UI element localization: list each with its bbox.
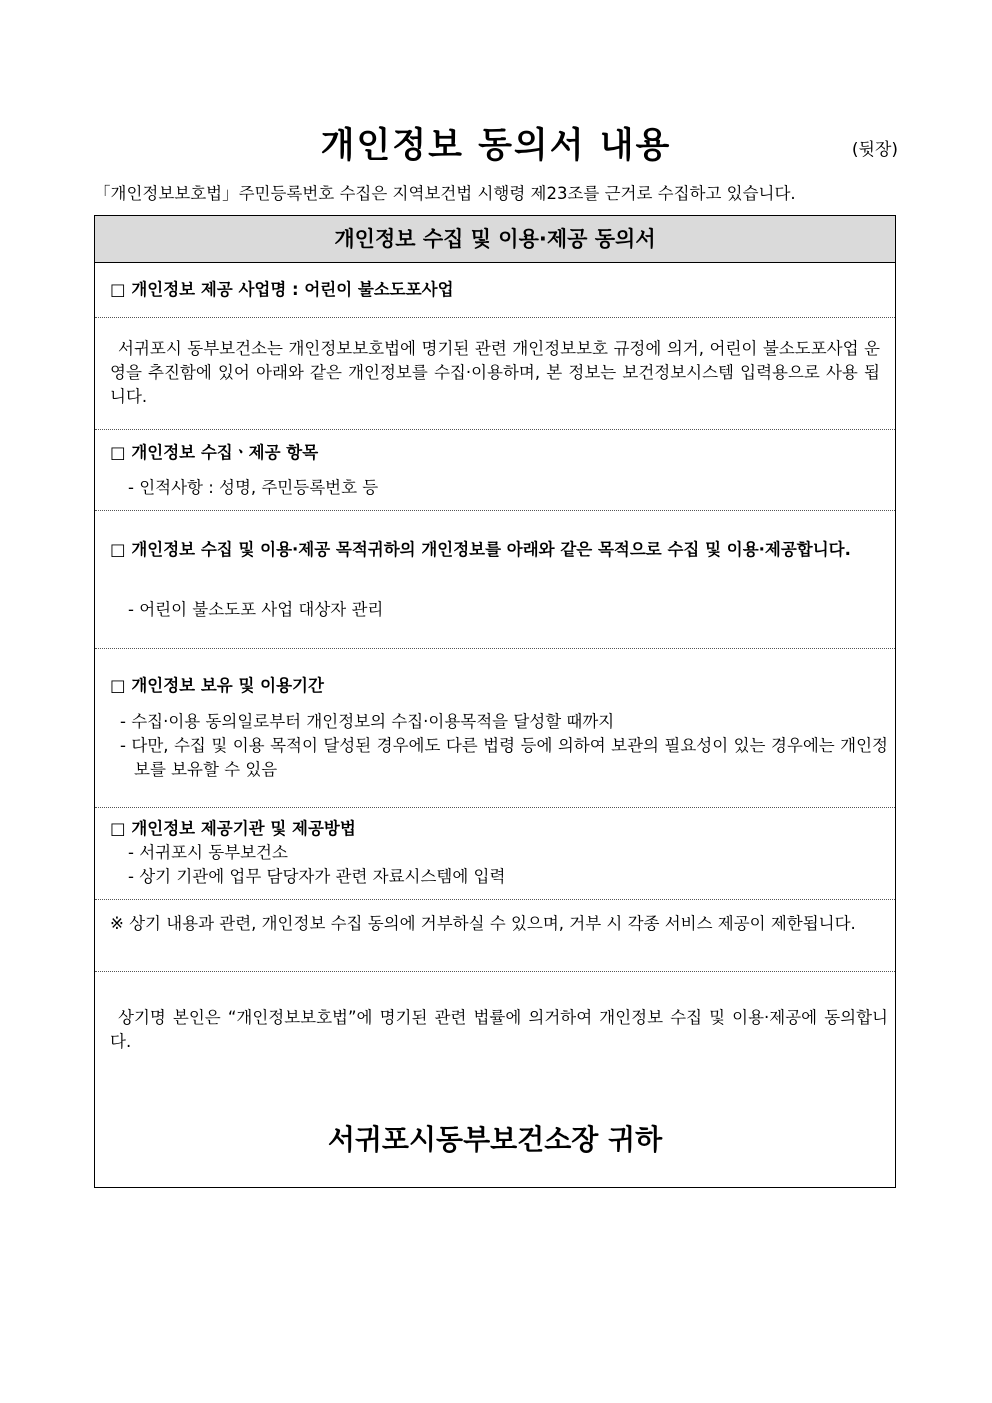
section-divider [95, 510, 895, 511]
purpose-line: - 어린이 불소도포 사업 대상자 관리 [128, 600, 384, 619]
section-divider [95, 807, 895, 808]
document-title: 개인정보 동의서 내용 [320, 126, 672, 166]
backside-label: (뒷장) [851, 140, 898, 160]
refusal-notice: ※ 상기 내용과 관련, 개인정보 수집 동의에 거부하실 수 있으며, 거부 시 각종 서비스 제공이 제한됩니다. [110, 914, 856, 933]
retention-line: - 다만, 수집 및 이용 목적이 달성된 경우에도 다른 법령 등에 의하여 보관의 필요성이 있는 경우에는 개인정보를 보유할 수 있음 [120, 736, 888, 779]
recipient-signature: 서귀포시동부보건소장 귀하 [327, 1123, 663, 1156]
items-line: - 인적사항 : 성명, 주민등록번호 등 [128, 478, 379, 497]
section-divider [95, 429, 895, 430]
consent-form [94, 215, 896, 1188]
provider-line: - 상기 기관에 업무 담당자가 관련 자료시스템에 입력 [128, 867, 506, 886]
purpose-heading: □ 개인정보 수집 및 이용·제공 목적귀하의 개인정보를 아래와 같은 목적으로 수집 및 이용·제공합니다. [110, 540, 851, 559]
provider-heading: □ 개인정보 제공기관 및 제공방법 [110, 819, 356, 838]
form-header: 개인정보 수집 및 이용·제공 동의서 [95, 216, 895, 263]
section-divider [95, 648, 895, 649]
legal-basis-note: 「개인정보보호법」주민등록번호 수집은 지역보건법 시행령 제23조를 근거로 수집하고 있습니다. [94, 184, 796, 203]
retention-line: - 수집·이용 동의일로부터 개인정보의 수집·이용목적을 달성할 때까지 [120, 712, 615, 731]
items-heading: □ 개인정보 수집ㆍ제공 항목 [110, 443, 319, 462]
section-divider [95, 317, 895, 318]
provider-line: - 서귀포시 동부보건소 [128, 843, 288, 862]
intro-paragraph: 서귀포시 동부보건소는 개인정보보호법에 명기된 관련 개인정보보호 규정에 의거, 어린이 불소도포사업 운영을 추진함에 있어 아래와 같은 개인정보를 수집·이용하며, 본 정보는 보건정보시스템 입력용으로 사용 됩니다. [110, 339, 880, 406]
retention-heading: □ 개인정보 보유 및 이용기간 [110, 676, 324, 695]
consent-statement: 상기명 본인은 “개인정보보호법”에 명기된 관련 법률에 의거하여 개인정보 수집 및 이용·제공에 동의합니다. [110, 1008, 888, 1051]
business-name: □ 개인정보 제공 사업명 : 어린이 불소도포사업 [110, 280, 454, 299]
section-divider [95, 899, 895, 900]
section-divider [95, 971, 895, 972]
